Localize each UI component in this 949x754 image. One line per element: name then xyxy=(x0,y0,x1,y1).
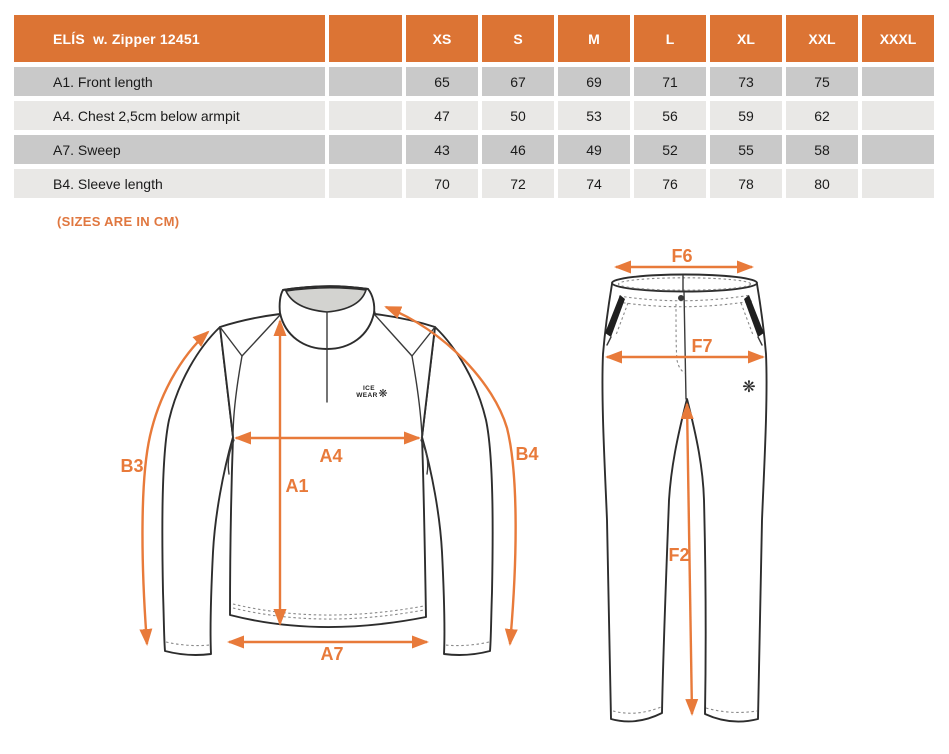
value-cell: 62 xyxy=(786,101,858,130)
waist-opening xyxy=(612,275,757,292)
value-cell: 49 xyxy=(558,135,630,164)
row-label: A7. Sweep xyxy=(14,135,325,164)
value-cell: 43 xyxy=(406,135,478,164)
value-cell: 71 xyxy=(634,67,706,96)
pants-diagram xyxy=(602,246,766,722)
waist-button xyxy=(678,295,684,301)
f2-label: F2 xyxy=(668,545,690,565)
snowflake-icon: ❋ xyxy=(742,379,756,396)
value-cell: 67 xyxy=(482,67,554,96)
b4-label: B4 xyxy=(515,444,539,464)
value-cell: 50 xyxy=(482,101,554,130)
row-label: A1. Front length xyxy=(14,67,325,96)
size-header-xl: XL xyxy=(710,15,782,62)
value-cell: 53 xyxy=(558,101,630,130)
ice-wear-logo-line1: ICE xyxy=(362,385,376,392)
value-cell: 78 xyxy=(710,169,782,198)
value-cell: 59 xyxy=(710,101,782,130)
value-cell: 74 xyxy=(558,169,630,198)
ice-wear-logo-line2: WEAR xyxy=(356,392,378,399)
value-cell: 46 xyxy=(482,135,554,164)
shirt-diagram xyxy=(120,286,538,664)
value-cell: 75 xyxy=(786,67,858,96)
value-cell: 55 xyxy=(710,135,782,164)
value-cell: 52 xyxy=(634,135,706,164)
value-cell: 58 xyxy=(786,135,858,164)
value-cell: 76 xyxy=(634,169,706,198)
size-header-xs: XS xyxy=(406,15,478,62)
value-cell: 47 xyxy=(406,101,478,130)
size-header-xxl: XXL xyxy=(786,15,858,62)
snowflake-icon: ❋ xyxy=(378,388,388,400)
row-label: B4. Sleeve length xyxy=(14,169,325,198)
value-cell: 69 xyxy=(558,67,630,96)
size-header-m: M xyxy=(558,15,630,62)
size-header-xxxl: XXXL xyxy=(862,15,934,62)
b3-label: B3 xyxy=(120,456,144,476)
row-label: A4. Chest 2,5cm below armpit xyxy=(14,101,325,130)
a4-label: A4 xyxy=(319,446,343,466)
f7-label: F7 xyxy=(691,336,713,356)
product-title: ELÍS w. Zipper 12451 xyxy=(14,15,325,62)
a7-label: A7 xyxy=(320,644,344,664)
size-header-l: L xyxy=(634,15,706,62)
value-cell: 72 xyxy=(482,169,554,198)
sizes-in-cm-note: (SIZES ARE IN CM) xyxy=(57,214,180,229)
a1-label: A1 xyxy=(285,476,309,496)
value-cell: 65 xyxy=(406,67,478,96)
size-header-s: S xyxy=(482,15,554,62)
shirt-right-sleeve xyxy=(422,327,493,655)
value-cell: 56 xyxy=(634,101,706,130)
f6-label: F6 xyxy=(671,246,693,266)
value-cell: 80 xyxy=(786,169,858,198)
value-cell: 73 xyxy=(710,67,782,96)
value-cell: 70 xyxy=(406,169,478,198)
